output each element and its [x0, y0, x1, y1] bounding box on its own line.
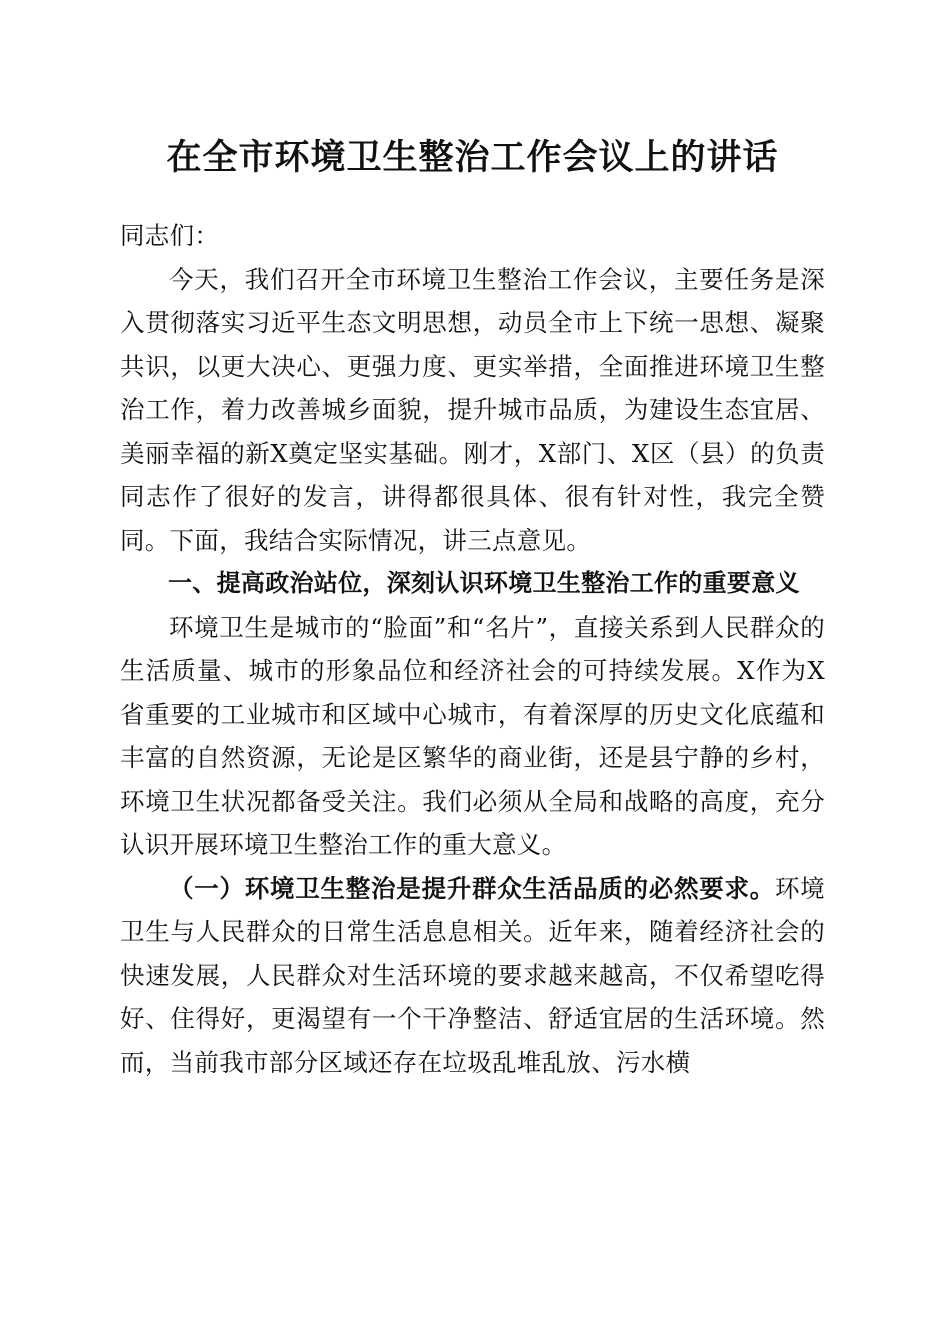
intro-paragraph: 今天，我们召开全市环境卫生整治工作会议，主要任务是深入贯彻落实习近平生态文明思想，动员全市上下统一思想、凝聚共识，以更大决心、更强力度、更实举措，全面推进环境卫生整治工作，着力改善城乡面貌，提升城市品质，为建设生态宜居、美丽幸福的新X奠定坚实基础。刚才，X部门、X区（县）的负责同志作了很好的发言，讲得都很具体、很有针对性，我完全赞同。下面，我结合实际情况，讲三点意见。	[120, 264, 825, 555]
subsection-1-lead: （一）环境卫生整治是提升群众生活品质的必然要求。	[169, 873, 775, 903]
section-heading-1: 一、提高政治站位，深刻认识环境卫生整治工作的重要意义	[168, 569, 800, 597]
document-page	[120, 128, 825, 1084]
subsection-1-paragraph	[120, 867, 825, 1085]
salutation: 同志们：	[120, 221, 220, 250]
subsection-1-text: 环境卫生与人民群众的日常生活息息相关。近年来，随着经济社会的快速发展，人民群众对生活环境的要求越来越高，不仅希望吃得好、住得好，更渴望有一个干净整洁、舒适宜居的生活环境。然而，当前我市部分区域还存在垃圾乱堆乱放、污水横	[120, 873, 825, 1077]
section-1-paragraph: 环境卫生是城市的“脸面”和“名片”，直接关系到人民群众的生活质量、城市的形象品位和经济社会的可持续发展。X作为X省重要的工业城市和区域中心城市，有着深厚的历史文化底蕴和丰富的自然资源，无论是区繁华的商业街，还是县宁静的乡村，环境卫生状况都备受关注。我们必须从全局和战略的高度，充分认识开展环境卫生整治工作的重大意义。	[120, 612, 825, 859]
document-title: 在全市环境卫生整治工作会议上的讲话	[166, 137, 779, 178]
document-body	[120, 214, 825, 1084]
